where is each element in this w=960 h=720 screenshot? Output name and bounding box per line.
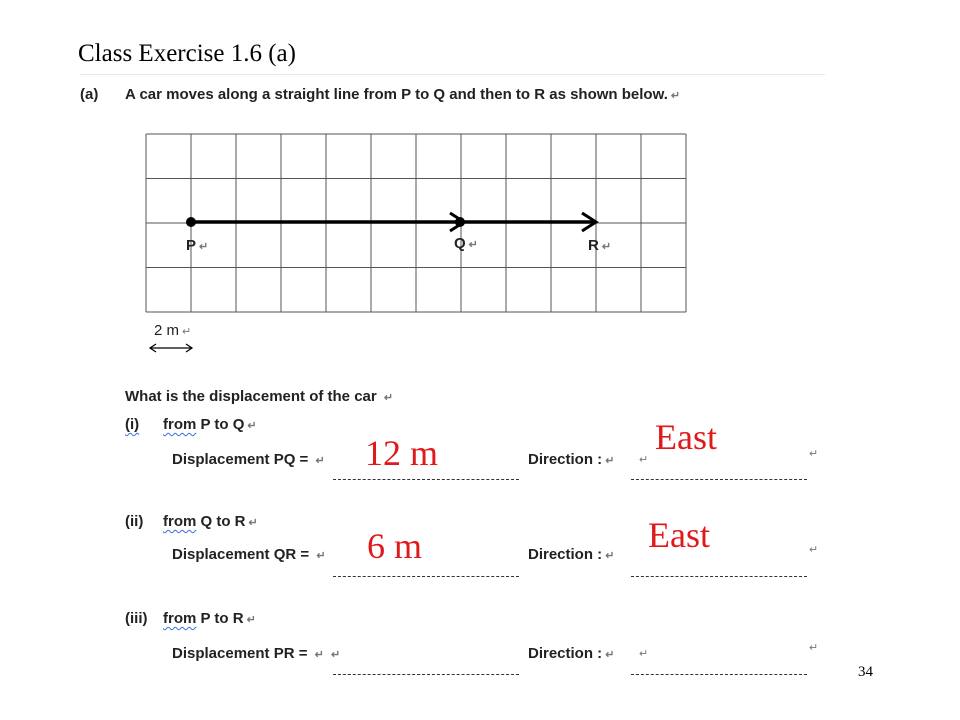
part-iii-direction-label: Direction : ↵: [528, 645, 615, 662]
point-r-label: R ↵: [588, 237, 612, 254]
point-q-label: Q ↵: [454, 235, 478, 252]
part-iii-route: from P to R ↵: [163, 610, 256, 627]
part-ii-displacement-label: Displacement QR = ↵: [172, 546, 326, 563]
point-p-label: P ↵: [186, 237, 209, 254]
part-i-direction-answer: East: [655, 417, 717, 457]
return-mark: ↵: [639, 648, 649, 660]
part-ii-direction-line: [631, 576, 807, 577]
return-mark: ↵: [809, 544, 819, 556]
part-ii-direction-answer: East: [648, 515, 710, 555]
part-ii-route: from Q to R ↵: [163, 513, 258, 530]
return-mark: ↵: [809, 448, 819, 460]
part-i-displacement-label: Displacement PQ = ↵: [172, 451, 325, 468]
part-iii-number: (iii): [125, 610, 148, 627]
page-number: 34: [858, 664, 873, 680]
question-prompt: What is the displacement of the car ↵: [125, 388, 394, 405]
part-i-route: from P to Q ↵: [163, 416, 257, 433]
part-i-answer: 12 m: [365, 433, 439, 473]
point-q-dot: [455, 217, 465, 227]
part-ii-number: (ii): [125, 513, 144, 530]
part-iii-answer-line: [333, 674, 519, 675]
question-label: (a): [80, 86, 99, 103]
part-i-number: (i): [125, 416, 140, 433]
part-i-direction-label: Direction : ↵: [528, 451, 615, 468]
question-text: A car moves along a straight line from P to Q and then to R as shown below. ↵: [125, 86, 681, 103]
return-mark: ↵: [809, 642, 819, 654]
scale-label: 2 m ↵: [154, 322, 192, 339]
point-p-dot: [186, 217, 196, 227]
part-iii-displacement-label: Displacement PR = ↵ ↵: [172, 645, 341, 662]
part-i-direction-line: [631, 479, 807, 480]
part-ii-direction-label: Direction : ↵: [528, 546, 615, 563]
part-ii-answer: 6 m: [367, 526, 423, 566]
part-i-answer-line: [333, 479, 519, 480]
return-mark: ↵: [639, 454, 649, 466]
part-ii-answer-line: [333, 576, 519, 577]
slide-title: Class Exercise 1.6 (a): [78, 40, 296, 67]
part-iii-direction-line: [631, 674, 807, 675]
